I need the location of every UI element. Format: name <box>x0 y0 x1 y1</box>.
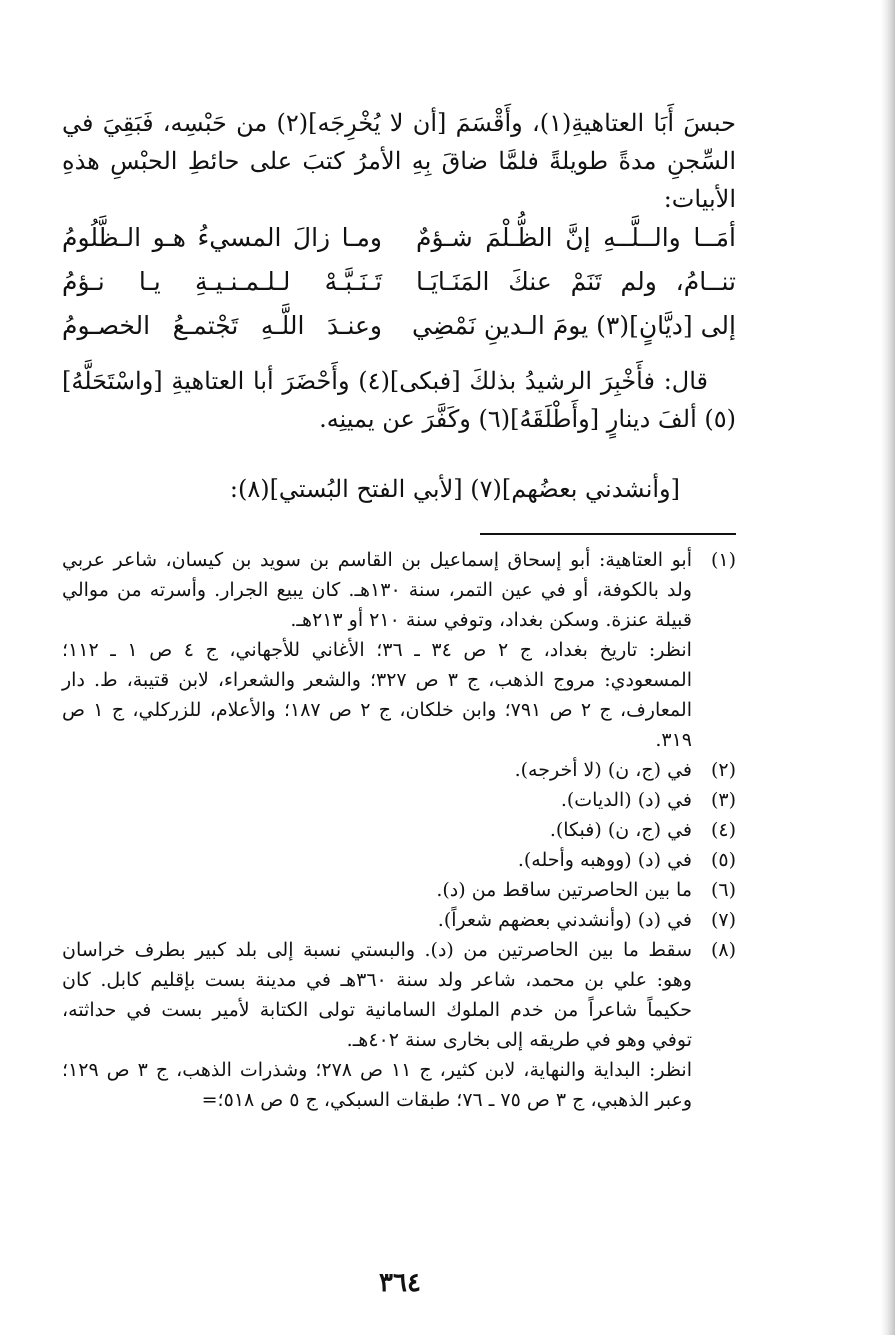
main-paragraph-3-block <box>62 470 736 508</box>
verse-1 <box>62 215 736 259</box>
verse-3-first-hemistich: إلى [ديَّانٍ](٣) يومَ الـدينِ نَمْضِي <box>412 310 736 340</box>
main-paragraph-3: [وأنشدني بعضُهم](٧) [لأبي الفتح البُستي](٨): <box>229 475 680 503</box>
footnote-text: سقط ما بين الحاصرتين من (د). والبستي نسبة إلى بلد كبير بطرف خراسان وهو: علي بن محمد، شاعر ولد سنة ٣٦٠هـ في مدينة بست بإقليم كابل. كان حكيماً شاعراً من خدم الملوك السامانية تولى الكتابة لأمير بست في حداثته، توفي وهو في طريقه إلى بخارى سنة ٤٠٢هـ. <box>62 939 692 1051</box>
verse-2-first-hemistich: تنــامُ، ولم تَنَمْ عنكَ المَنَـايَـا <box>416 266 736 296</box>
footnotes <box>62 545 736 1115</box>
footnote-separator <box>480 533 736 535</box>
footnote-text: في (ج، ن) (فبكا). <box>549 819 692 841</box>
footnote-text: في (ج، ن) (لا أخرجه). <box>514 759 692 781</box>
footnote-text: ما بين الحاصرتين ساقط من (د). <box>436 879 692 901</box>
footnote-number: (٧) <box>710 909 736 931</box>
footnote-text: انظر: البداية والنهاية، لابن كثير، ج ١١ ص ٢٧٨؛ وشذرات الذهب، ج ٣ ص ١٢٩؛ وعبر الذهبي، ج ٣ ص ٧٥ ـ ٧٦؛ طبقات السبكي، ج ٥ ص ٥١٨؛= <box>62 1059 692 1111</box>
footnote <box>62 545 736 755</box>
footnote-number: (٦) <box>710 879 736 901</box>
verse-1-first-hemistich: أمَــا والــلَّــهِ إنَّ الظُّـلْمَ شـؤمٌ <box>416 222 736 252</box>
footnote <box>62 905 736 935</box>
footnote-body <box>62 815 692 845</box>
main-paragraph-2-block <box>62 362 736 438</box>
footnote-number: (٨) <box>710 939 736 961</box>
footnote <box>62 845 736 875</box>
main-paragraph-1: حبسَ أَبَا العتاهيةِ(١)، وأَقْسَمَ [أن لا يُخْرِجَه](٢) من حَبْسِه، فَبَقِيَ في السِّجنِ مدةً طويلةً فلمَّا ضاقَ بِهِ الأمرُ كتبَ على حائطِ الحبْسِ هذهِ الأبيات: <box>62 109 736 213</box>
footnote-text: أبو العتاهية: أبو إسحاق إسماعيل بن القاسم بن سويد بن كيسان، شاعر عربي ولد بالكوفة، أو في عين التمر، سنة ١٣٠هـ. كان يبيع الجرار. وأسرته من موالي قبيلة عنزة. وسكن بغداد، وتوفي سنة ٢١٠ أو ٢١٣هـ. <box>62 549 692 631</box>
footnote-body <box>62 935 692 1115</box>
footnote-number: (٣) <box>710 789 736 811</box>
footnote-body <box>62 755 692 785</box>
footnote-body <box>62 785 692 815</box>
verse-2-second-hemistich: تَـنَـبَّـهْ لـلـمـنـيـةِ يـا نـؤمُ <box>62 266 382 296</box>
footnote-body <box>62 545 692 755</box>
verse-2 <box>62 259 736 303</box>
footnote <box>62 875 736 905</box>
footnote-text: انظر: تاريخ بغداد، ج ٢ ص ٣٤ ـ ٣٦؛ الأغاني للأجهاني، ج ٤ ص ١ ـ ١١٢؛ المسعودي: مروج الذهب، ج ٣ ص ٣٢٧؛ والشعر والشعراء، لابن قتيبة، ط. دار المعارف، ج ٢ ص ٧٩١؛ وابن خلكان، ج ٢ ص ١٨٧؛ والأعلام، للزركلي، ج ١ ص ٣١٩. <box>62 639 692 751</box>
main-paragraph-2: قال: فأَخْبِرَ الرشيدُ بذلكَ [فبكى](٤) وأَحْضَرَ أبا العتاهيةِ [واسْتَحَلَّهُ](٥) ألفَ دينارٍ [وأَطْلَقَهُ](٦) وكَفَّرَ عن يمينِه. <box>62 367 736 433</box>
verse-1-second-hemistich: ومـا زالَ المسيءُ هـو الـظَّلُومُ <box>62 222 382 252</box>
footnote-text: في (د) (ووهبه وأحله). <box>517 849 692 871</box>
poem-verses <box>62 215 736 347</box>
footnote-number: (٤) <box>710 819 736 841</box>
footnote-number: (٥) <box>710 849 736 871</box>
footnote <box>62 935 736 1115</box>
footnote-number: (١) <box>710 549 736 571</box>
main-paragraph-1-block <box>62 104 736 218</box>
page-number: ٣٦٤ <box>379 1268 421 1298</box>
footnote <box>62 755 736 785</box>
verse-3-second-hemistich: وعنـدَ اللَّـهِ تَجْتمـعُ الخصـومُ <box>62 310 382 340</box>
footnote-text: في (د) (الديات). <box>560 789 692 811</box>
footnote-body <box>62 845 692 875</box>
footnote-text: في (د) (وأنشدني بعضهم شعراً). <box>437 909 692 931</box>
verse-3 <box>62 303 736 347</box>
footnote <box>62 785 736 815</box>
page-binding-shadow <box>881 0 895 1335</box>
footnote-body <box>62 905 692 935</box>
footnote-number: (٢) <box>710 759 736 781</box>
footnote <box>62 815 736 845</box>
footnote-body <box>62 875 692 905</box>
